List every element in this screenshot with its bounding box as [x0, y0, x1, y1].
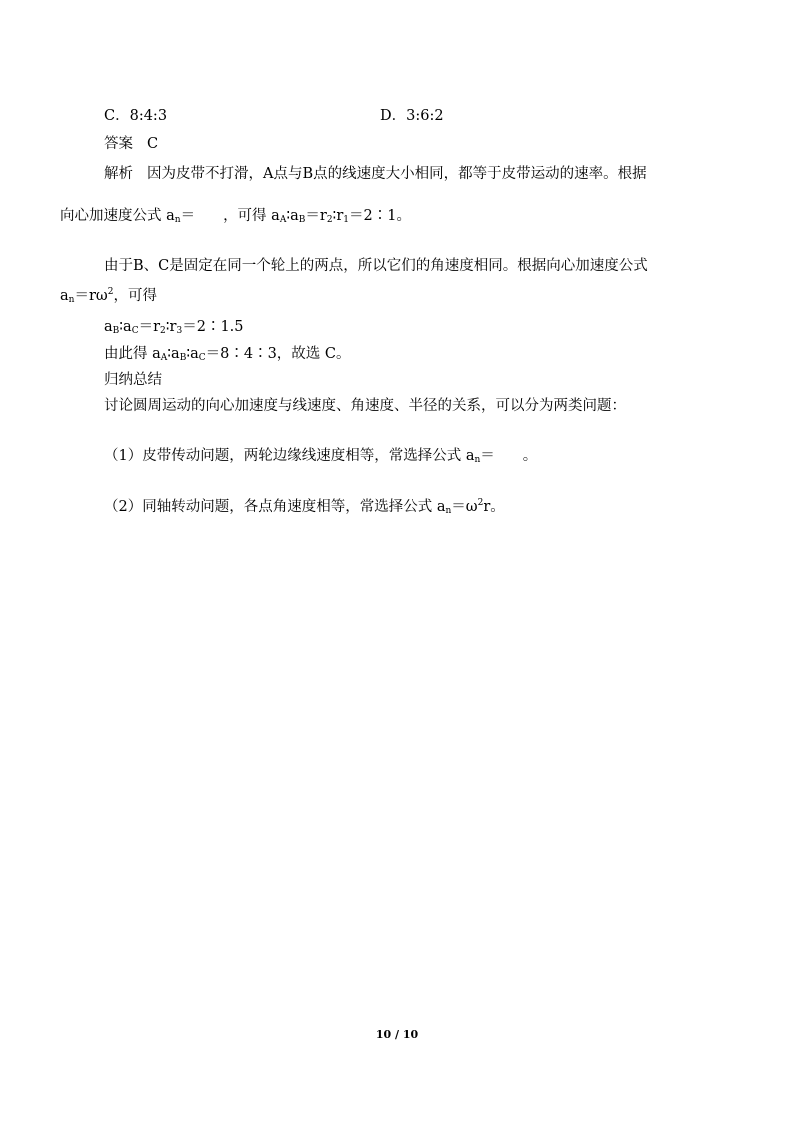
superscript: 2	[477, 498, 484, 508]
subscript: A	[160, 353, 168, 363]
subscript: n	[445, 506, 452, 516]
subscript: n	[474, 455, 481, 465]
text: ＝	[180, 208, 196, 224]
text: 。	[522, 448, 538, 464]
text: ∶a	[286, 208, 299, 224]
subscript: C	[131, 326, 139, 336]
text: 向心加速度公式 a	[60, 208, 175, 224]
text: a	[104, 319, 113, 335]
text: r。	[483, 499, 505, 515]
subscript: n	[174, 215, 181, 225]
text: ＝rω	[74, 288, 108, 304]
answer-label: 答案	[104, 136, 133, 152]
text: （2）同轴转动问题，各点角速度相等，常选择公式 a	[104, 499, 446, 515]
analysis-label: 解析	[104, 166, 133, 182]
answer-line	[104, 134, 158, 154]
superscript: 2	[107, 287, 114, 297]
subscript: A	[279, 215, 287, 225]
summary-item-2	[104, 497, 505, 517]
subscript: B	[179, 353, 187, 363]
option-c: C．8:4:3	[104, 108, 168, 124]
page-number: 10 / 10	[375, 1028, 419, 1041]
text: ＝r	[138, 319, 161, 335]
subscript: 3	[176, 326, 183, 336]
analysis-line-2	[60, 206, 411, 226]
analysis-line-4	[60, 286, 157, 306]
text: ＝ω	[451, 499, 478, 515]
subscript: B	[112, 326, 120, 336]
text: a	[60, 288, 69, 304]
subscript: C	[198, 353, 206, 363]
subscript: B	[298, 215, 306, 225]
text: ，可得 a	[223, 208, 280, 224]
text: ∶r	[332, 208, 344, 224]
text: ＝	[480, 448, 495, 464]
text: ＝2∶1.5	[182, 319, 244, 335]
summary-intro: 讨论圆周运动的向心加速度与线速度、角速度、半径的关系，可以分为两类问题：	[104, 398, 626, 414]
text: ，可得	[113, 288, 157, 304]
subscript: 2	[326, 215, 333, 225]
summary-title: 归纳总结	[104, 372, 162, 388]
subscript: 1	[343, 215, 349, 225]
analysis-line-5	[104, 317, 244, 337]
analysis-line-3: 由于B、C是固定在同一个轮上的两点，所以它们的角速度相同。根据向心加速度公式	[104, 258, 648, 274]
answer-value: C	[147, 136, 159, 152]
summary-item-1	[104, 446, 537, 466]
subscript: 2	[160, 326, 166, 336]
option-d: D．3:6:2	[380, 108, 444, 124]
text: 由此得 a	[104, 346, 161, 362]
text: ∶r	[165, 319, 177, 335]
analysis-line-6	[104, 344, 351, 364]
analysis-line-1	[104, 164, 647, 184]
text: ∶a	[186, 346, 199, 362]
analysis-text-1: 因为皮带不打滑，A点与B点的线速度大小相同，都等于皮带运动的速率。根据	[147, 166, 647, 182]
text: （1）皮带传动问题，两轮边缘线速度相等，常选择公式 a	[104, 448, 475, 464]
text: ＝2∶1。	[349, 208, 411, 224]
text: ∶a	[119, 319, 132, 335]
text: ＝r	[305, 208, 327, 224]
text: ∶a	[167, 346, 180, 362]
text: ＝8∶4∶3，故选 C。	[205, 346, 351, 362]
subscript: n	[68, 295, 75, 305]
